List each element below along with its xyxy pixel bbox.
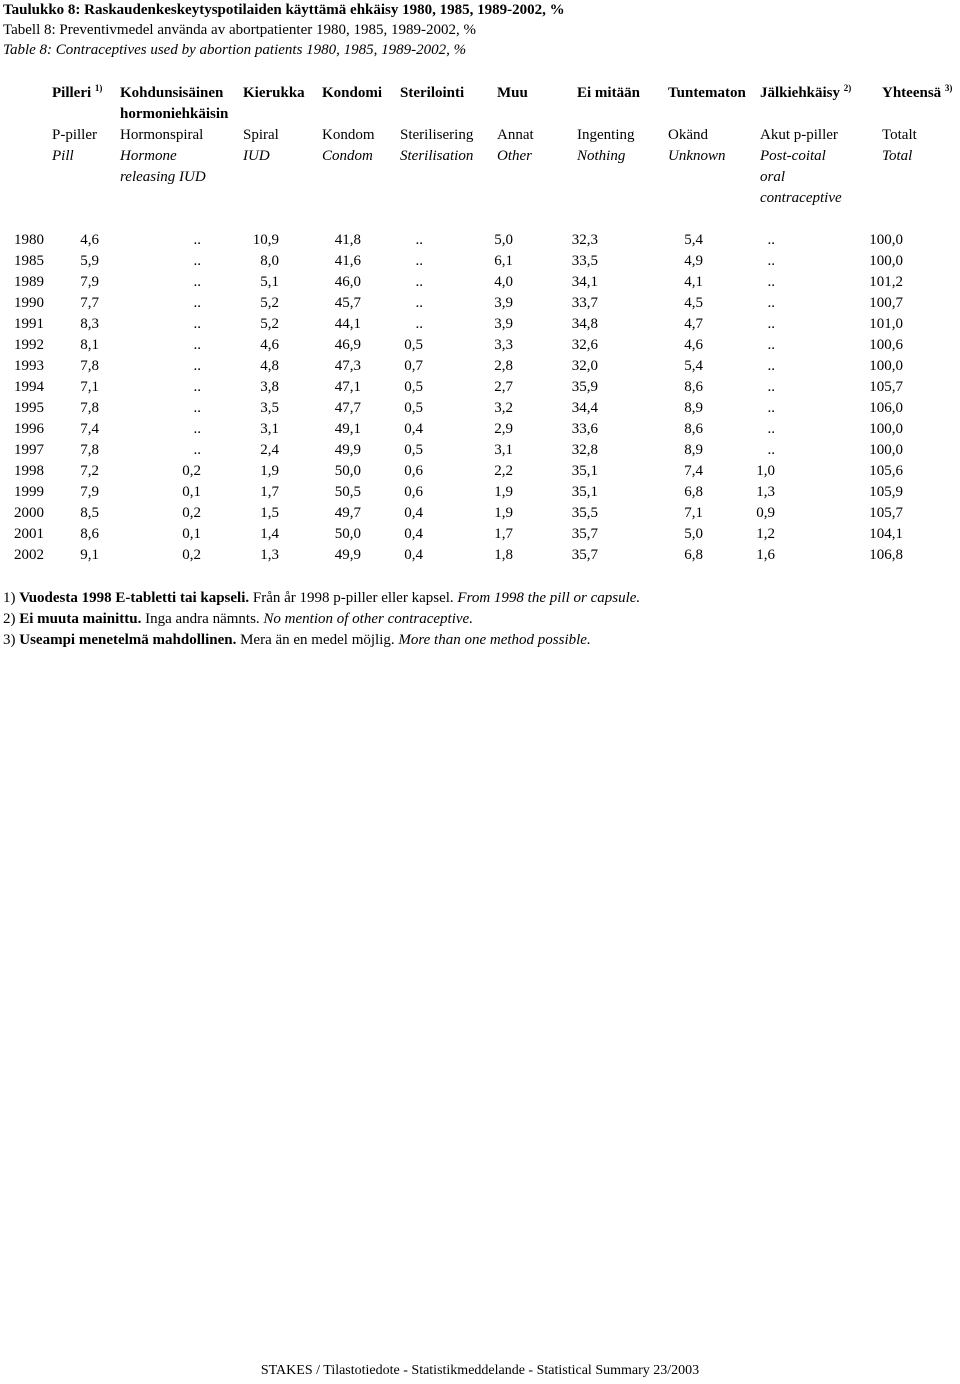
value-cell: 0,2 xyxy=(182,463,201,479)
value-cell: 6,8 xyxy=(684,484,703,500)
value-cell: 32,0 xyxy=(571,358,598,374)
value-cell: 100,0 xyxy=(869,253,903,269)
value-cell: 101,0 xyxy=(869,316,903,332)
value-cell: 0,5 xyxy=(404,400,423,416)
value-cell: 106,0 xyxy=(869,400,903,416)
value-cell: 32,8 xyxy=(571,442,598,458)
value-cell: 4,5 xyxy=(684,295,703,311)
value-cell: 0,4 xyxy=(404,421,423,437)
value-cell: 7,8 xyxy=(80,358,99,374)
value-cell: .. xyxy=(767,442,775,458)
value-cell: 100,0 xyxy=(869,358,903,374)
value-cell: 5,0 xyxy=(494,232,513,248)
footnote-en: From 1998 the pill or capsule. xyxy=(457,590,641,606)
value-cell: 35,9 xyxy=(571,379,598,395)
year-cell: 1993 xyxy=(14,358,44,374)
value-cell: 0,7 xyxy=(404,358,423,374)
footnote-num: 2) xyxy=(3,611,16,627)
value-cell: 4,6 xyxy=(684,337,703,353)
value-cell: 3,2 xyxy=(494,400,513,416)
footnote xyxy=(3,630,640,651)
header-english: Condom xyxy=(322,148,373,164)
footnote-sv: Mera än en medel möjlig. xyxy=(240,632,395,648)
value-cell: 41,8 xyxy=(334,232,361,248)
value-cell: .. xyxy=(415,316,423,332)
value-cell: 0,1 xyxy=(182,526,201,542)
title-english: Table 8: Contraceptives used by abortion patients 1980, 1985, 1989-2002, % xyxy=(3,42,467,58)
value-cell: 7,7 xyxy=(80,295,99,311)
value-cell: .. xyxy=(193,274,201,290)
table-row xyxy=(12,251,903,272)
column-header xyxy=(577,83,640,167)
header-footnote-ref: 3) xyxy=(944,83,953,93)
value-cell: 7,4 xyxy=(684,463,703,479)
table-row xyxy=(12,461,903,482)
table-row xyxy=(12,503,903,524)
value-cell: 5,0 xyxy=(684,526,703,542)
value-cell: 35,1 xyxy=(571,484,598,500)
value-cell: 1,6 xyxy=(756,547,775,563)
value-cell: 1,2 xyxy=(756,526,775,542)
value-cell: 5,4 xyxy=(684,358,703,374)
value-cell: .. xyxy=(193,400,201,416)
value-cell: 100,0 xyxy=(869,421,903,437)
data-table xyxy=(12,230,903,566)
value-cell: 35,7 xyxy=(571,547,598,563)
footnote-fi: Ei muuta mainittu. xyxy=(19,611,142,627)
value-cell: .. xyxy=(193,358,201,374)
value-cell: 8,6 xyxy=(80,526,99,542)
value-cell: 0,2 xyxy=(182,505,201,521)
year-cell: 1996 xyxy=(14,421,44,437)
value-cell: 3,9 xyxy=(494,295,513,311)
value-cell: .. xyxy=(767,295,775,311)
header-finnish: Kierukka xyxy=(243,85,305,101)
footnotes xyxy=(3,588,640,651)
value-cell: 7,2 xyxy=(80,463,99,479)
header-swedish: P-piller xyxy=(52,127,97,143)
value-cell: 50,5 xyxy=(334,484,361,500)
value-cell: 1,3 xyxy=(260,547,279,563)
table-row xyxy=(12,482,903,503)
year-cell: 1991 xyxy=(14,316,44,332)
value-cell: 7,1 xyxy=(80,379,99,395)
table-row xyxy=(12,335,903,356)
header-english: releasing IUD xyxy=(120,169,206,185)
value-cell: .. xyxy=(193,295,201,311)
value-cell: 1,0 xyxy=(756,463,775,479)
table-row xyxy=(12,377,903,398)
header-english: Post-coital xyxy=(760,148,826,164)
footnote-fi: Vuodesta 1998 E-tabletti tai kapseli. xyxy=(19,590,250,606)
value-cell: 2,4 xyxy=(260,442,279,458)
column-header xyxy=(760,83,851,209)
value-cell: 105,9 xyxy=(869,484,903,500)
value-cell: 49,7 xyxy=(334,505,361,521)
value-cell: 7,4 xyxy=(80,421,99,437)
column-header xyxy=(668,83,746,167)
header-finnish-cont xyxy=(400,104,473,125)
value-cell: 5,9 xyxy=(80,253,99,269)
column-header xyxy=(497,83,534,167)
value-cell: 33,7 xyxy=(571,295,598,311)
footnote-sv: Från år 1998 p-piller eller kapsel. xyxy=(252,590,454,606)
value-cell: 1,9 xyxy=(494,505,513,521)
value-cell: .. xyxy=(193,232,201,248)
value-cell: 47,3 xyxy=(334,358,361,374)
value-cell: .. xyxy=(193,316,201,332)
value-cell: 46,0 xyxy=(334,274,361,290)
value-cell: 9,1 xyxy=(80,547,99,563)
header-finnish: Tuntematon xyxy=(668,85,746,101)
column-header xyxy=(120,83,228,188)
value-cell: .. xyxy=(193,337,201,353)
value-cell: 1,9 xyxy=(260,463,279,479)
value-cell: 4,1 xyxy=(684,274,703,290)
value-cell: 50,0 xyxy=(334,526,361,542)
value-cell: .. xyxy=(767,337,775,353)
value-cell: 3,8 xyxy=(260,379,279,395)
header-finnish-line xyxy=(882,83,952,104)
year-cell: 1994 xyxy=(14,379,44,395)
value-cell: 100,7 xyxy=(869,295,903,311)
header-swedish: Hormonspiral xyxy=(120,127,204,143)
table-row xyxy=(12,314,903,335)
value-cell: .. xyxy=(767,358,775,374)
value-cell: 101,2 xyxy=(869,274,903,290)
value-cell: 0,5 xyxy=(404,379,423,395)
value-cell: .. xyxy=(193,442,201,458)
value-cell: 8,9 xyxy=(684,442,703,458)
header-swedish: Sterilisering xyxy=(400,127,474,143)
table-row xyxy=(12,524,903,545)
value-cell: .. xyxy=(767,400,775,416)
year-cell: 1992 xyxy=(14,337,44,353)
footnote xyxy=(3,588,640,609)
value-cell: 100,0 xyxy=(869,232,903,248)
value-cell: 47,7 xyxy=(334,400,361,416)
header-english: Other xyxy=(497,148,532,164)
column-header xyxy=(322,83,382,167)
title-swedish: Tabell 8: Preventivmedel använda av abortpatienter 1980, 1985, 1989-2002, % xyxy=(3,22,476,38)
table-row xyxy=(12,356,903,377)
value-cell: 7,9 xyxy=(80,484,99,500)
value-cell: 35,7 xyxy=(571,526,598,542)
value-cell: .. xyxy=(415,253,423,269)
column-header xyxy=(882,83,952,167)
value-cell: 49,9 xyxy=(334,442,361,458)
footnote-en: No mention of other contraceptive. xyxy=(263,611,473,627)
header-finnish: Muu xyxy=(497,85,528,101)
value-cell: .. xyxy=(767,274,775,290)
footnote xyxy=(3,609,640,630)
value-cell: 32,6 xyxy=(571,337,598,353)
page-footer: STAKES / Tilastotiedote - Statistikmeddelande - Statistical Summary 23/2003 xyxy=(260,1363,700,1378)
header-finnish-cont xyxy=(322,104,382,125)
value-cell: .. xyxy=(415,232,423,248)
value-cell: 49,1 xyxy=(334,421,361,437)
table-row xyxy=(12,545,903,566)
value-cell: .. xyxy=(193,379,201,395)
header-english: contraceptive xyxy=(760,190,842,206)
year-cell: 2001 xyxy=(14,526,44,542)
value-cell: 0,4 xyxy=(404,505,423,521)
value-cell: 1,5 xyxy=(260,505,279,521)
value-cell: 104,1 xyxy=(869,526,903,542)
table-row xyxy=(12,230,903,251)
value-cell: 106,8 xyxy=(869,547,903,563)
header-english: Hormone xyxy=(120,148,177,164)
value-cell: 100,0 xyxy=(869,442,903,458)
table-body xyxy=(12,230,903,566)
value-cell: 34,8 xyxy=(571,316,598,332)
value-cell: 32,3 xyxy=(571,232,598,248)
value-cell: 47,1 xyxy=(334,379,361,395)
column-header xyxy=(52,83,102,167)
value-cell: 2,9 xyxy=(494,421,513,437)
year-cell: 1989 xyxy=(14,274,44,290)
footnote-fi: Useampi menetelmä mahdollinen. xyxy=(19,632,237,648)
value-cell: 1,7 xyxy=(260,484,279,500)
header-english: Total xyxy=(882,148,913,164)
header-finnish: Jälkiehkäisy xyxy=(760,85,841,101)
value-cell: 0,5 xyxy=(404,337,423,353)
value-cell: 45,7 xyxy=(334,295,361,311)
header-english: oral xyxy=(760,169,786,185)
value-cell: 41,6 xyxy=(334,253,361,269)
year-cell: 1997 xyxy=(14,442,44,458)
value-cell: 7,8 xyxy=(80,442,99,458)
header-swedish: Spiral xyxy=(243,127,279,143)
value-cell: 4,8 xyxy=(260,358,279,374)
header-swedish: Totalt xyxy=(882,127,917,143)
value-cell: 50,0 xyxy=(334,463,361,479)
year-cell: 1990 xyxy=(14,295,44,311)
value-cell: 2,2 xyxy=(494,463,513,479)
year-cell: 2002 xyxy=(14,547,44,563)
header-english: Sterilisation xyxy=(400,148,474,164)
value-cell: 0,5 xyxy=(404,442,423,458)
value-cell: 105,7 xyxy=(869,505,903,521)
value-cell: 0,4 xyxy=(404,526,423,542)
header-finnish: Kondomi xyxy=(322,85,383,101)
year-cell: 1995 xyxy=(14,400,44,416)
value-cell: 1,7 xyxy=(494,526,513,542)
header-english: Pill xyxy=(52,148,74,164)
header-finnish: Yhteensä xyxy=(882,85,942,101)
value-cell: .. xyxy=(193,421,201,437)
value-cell: 34,4 xyxy=(571,400,598,416)
value-cell: 3,5 xyxy=(260,400,279,416)
value-cell: 105,6 xyxy=(869,463,903,479)
header-finnish: Pilleri xyxy=(52,85,92,101)
year-cell: 1980 xyxy=(14,232,44,248)
header-finnish-cont xyxy=(668,104,746,125)
header-finnish-cont xyxy=(882,104,952,125)
value-cell: 1,8 xyxy=(494,547,513,563)
value-cell: 7,1 xyxy=(684,505,703,521)
header-english: Unknown xyxy=(668,148,726,164)
header-finnish: Sterilointi xyxy=(400,85,465,101)
table-row xyxy=(12,398,903,419)
value-cell: .. xyxy=(767,379,775,395)
footnote-en: More than one method possible. xyxy=(398,632,591,648)
value-cell: 5,4 xyxy=(684,232,703,248)
value-cell: 7,9 xyxy=(80,274,99,290)
table-row xyxy=(12,272,903,293)
header-finnish: Ei mitään xyxy=(577,85,640,101)
value-cell: 35,1 xyxy=(571,463,598,479)
header-finnish-cont xyxy=(243,104,305,125)
value-cell: .. xyxy=(415,295,423,311)
year-cell: 1985 xyxy=(14,253,44,269)
year-cell: 2000 xyxy=(14,505,44,521)
value-cell: 5,2 xyxy=(260,295,279,311)
value-cell: 7,8 xyxy=(80,400,99,416)
value-cell: 0,6 xyxy=(404,463,423,479)
header-swedish: Kondom xyxy=(322,127,375,143)
value-cell: 0,6 xyxy=(404,484,423,500)
value-cell: 1,3 xyxy=(756,484,775,500)
value-cell: 105,7 xyxy=(869,379,903,395)
value-cell: 6,8 xyxy=(684,547,703,563)
value-cell: .. xyxy=(767,232,775,248)
value-cell: 1,9 xyxy=(494,484,513,500)
value-cell: 4,6 xyxy=(80,232,99,248)
table-titles xyxy=(3,0,565,60)
value-cell: 33,6 xyxy=(571,421,598,437)
footnote-num: 3) xyxy=(3,632,16,648)
value-cell: 8,0 xyxy=(260,253,279,269)
header-finnish-cont xyxy=(52,104,102,125)
header-finnish-cont xyxy=(577,104,640,125)
header-swedish: Okänd xyxy=(668,127,708,143)
value-cell: .. xyxy=(767,316,775,332)
header-finnish-line xyxy=(760,83,851,104)
value-cell: 0,2 xyxy=(182,547,201,563)
value-cell: 4,9 xyxy=(684,253,703,269)
header-finnish: Kohdunsisäinen xyxy=(120,85,224,101)
value-cell: 8,6 xyxy=(684,379,703,395)
value-cell: 6,1 xyxy=(494,253,513,269)
value-cell: 44,1 xyxy=(334,316,361,332)
value-cell: 3,1 xyxy=(494,442,513,458)
column-header xyxy=(400,83,473,167)
column-header xyxy=(243,83,305,167)
value-cell: 5,2 xyxy=(260,316,279,332)
value-cell: 5,1 xyxy=(260,274,279,290)
value-cell: 8,1 xyxy=(80,337,99,353)
value-cell: 2,7 xyxy=(494,379,513,395)
value-cell: 2,8 xyxy=(494,358,513,374)
table-row xyxy=(12,419,903,440)
value-cell: 4,6 xyxy=(260,337,279,353)
table-row xyxy=(12,440,903,461)
value-cell: 0,1 xyxy=(182,484,201,500)
value-cell: 34,1 xyxy=(571,274,598,290)
value-cell: .. xyxy=(193,253,201,269)
value-cell: 1,4 xyxy=(260,526,279,542)
value-cell: .. xyxy=(415,274,423,290)
value-cell: 8,6 xyxy=(684,421,703,437)
value-cell: 46,9 xyxy=(334,337,361,353)
value-cell: .. xyxy=(767,421,775,437)
year-cell: 1998 xyxy=(14,463,44,479)
value-cell: 3,3 xyxy=(494,337,513,353)
header-finnish-line xyxy=(52,83,102,104)
value-cell: .. xyxy=(767,253,775,269)
value-cell: 4,7 xyxy=(684,316,703,332)
header-english: IUD xyxy=(243,148,270,164)
value-cell: 0,9 xyxy=(756,505,775,521)
value-cell: 8,9 xyxy=(684,400,703,416)
value-cell: 3,9 xyxy=(494,316,513,332)
value-cell: 10,9 xyxy=(252,232,279,248)
value-cell: 8,5 xyxy=(80,505,99,521)
footnote-num: 1) xyxy=(3,590,16,606)
value-cell: 35,5 xyxy=(571,505,598,521)
header-finnish-cont: hormoniehkäisin xyxy=(120,106,229,122)
header-finnish-cont xyxy=(760,104,851,125)
header-english: Nothing xyxy=(577,148,626,164)
header-footnote-ref: 1) xyxy=(94,83,103,93)
value-cell: 100,6 xyxy=(869,337,903,353)
value-cell: 33,5 xyxy=(571,253,598,269)
value-cell: 0,4 xyxy=(404,547,423,563)
value-cell: 8,3 xyxy=(80,316,99,332)
value-cell: 3,1 xyxy=(260,421,279,437)
header-swedish: Annat xyxy=(497,127,534,143)
header-swedish: Ingenting xyxy=(577,127,635,143)
table-row xyxy=(12,293,903,314)
value-cell: 4,0 xyxy=(494,274,513,290)
header-swedish: Akut p-piller xyxy=(760,127,838,143)
header-footnote-ref: 2) xyxy=(843,83,852,93)
footnote-sv: Inga andra nämnts. xyxy=(145,611,260,627)
value-cell: 49,9 xyxy=(334,547,361,563)
header-finnish-cont xyxy=(497,104,534,125)
year-cell: 1999 xyxy=(14,484,44,500)
title-finnish: Taulukko 8: Raskaudenkeskeytyspotilaiden käyttämä ehkäisy 1980, 1985, 1989-2002, % xyxy=(3,2,565,18)
